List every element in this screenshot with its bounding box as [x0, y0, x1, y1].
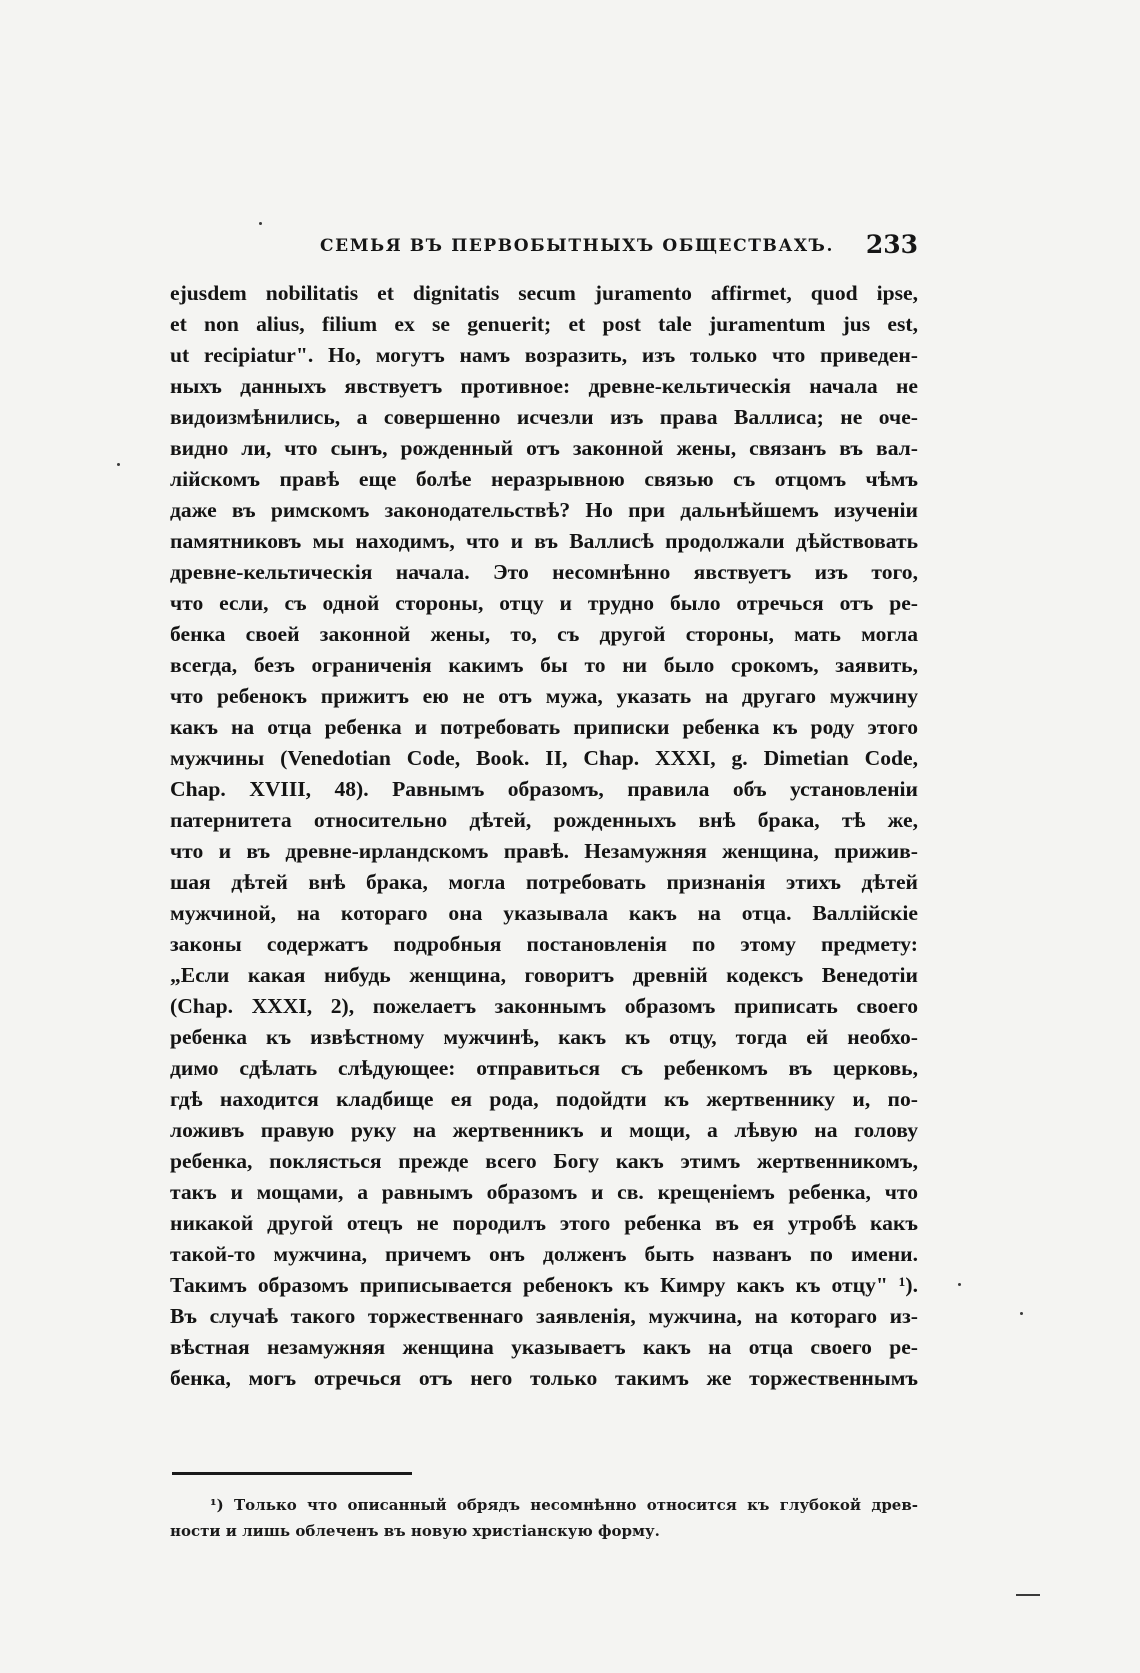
scan-speck	[259, 222, 262, 225]
text-line: такой-то мужчина, причемъ онъ долженъ быть названъ по имени.	[170, 1242, 918, 1266]
text-line: et non alius, filium ex se genuerit; et post tale juramentum jus est,	[170, 312, 918, 336]
text-line: „Если какая нибудь женщина, говоритъ древній кодексъ Венедотіи	[170, 963, 918, 987]
text-line: такъ и мощами, а равнымъ образомъ и св. крещеніемъ ребенка, что	[170, 1180, 918, 1204]
text-line: мужчиной, на котораго она указывала какъ на отца. Валлійскіе	[170, 901, 918, 925]
text-line: даже въ римскомъ законодательствѣ? Но при дальнѣйшемъ изученіи	[170, 498, 918, 522]
text-line: гдѣ находится кладбище ея рода, подойдти къ жертвеннику и, по-	[170, 1087, 918, 1111]
text-line: что и въ древне-ирландскомъ правѣ. Незамужняя женщина, прижив-	[170, 839, 918, 863]
text-line: что ребенокъ прижитъ ею не отъ мужа, указать на другаго мужчину	[170, 684, 918, 708]
text-line: древне-кельтическія начала. Это несомнѣнно явствуетъ изъ того,	[170, 560, 918, 584]
text-line: бенка своей законной жены, то, съ другой стороны, мать могла	[170, 622, 918, 646]
scan-speck	[117, 463, 120, 466]
text-line: лійскомъ правѣ еще болѣе неразрывною связью съ отцомъ чѣмъ	[170, 467, 918, 491]
text-line: ребенка, поклясться прежде всего Богу какъ этимъ жертвенникомъ,	[170, 1149, 918, 1173]
text-line: мужчины (Venedotian Code, Book. II, Chap. XXXI, g. Dimetian Code,	[170, 746, 918, 770]
text-line: ложивъ правую руку на жертвенникъ и мощи, а лѣвую на голову	[170, 1118, 918, 1142]
scan-speck	[1020, 1312, 1023, 1315]
text-line: ребенка къ извѣстному мужчинѣ, какъ къ отцу, тогда ей необхо-	[170, 1025, 918, 1049]
text-line: патернитета относительно дѣтей, рожденныхъ внѣ брака, тѣ же,	[170, 808, 918, 832]
text-line: димо сдѣлать слѣдующее: отправиться съ ребенкомъ въ церковь,	[170, 1056, 918, 1080]
page-number: 233	[865, 230, 918, 259]
page-header	[170, 232, 918, 272]
footnote	[170, 1492, 918, 1544]
text-line: какъ на отца ребенка и потребовать приписки ребенка къ роду этого	[170, 715, 918, 739]
text-line: (Chap. XXXI, 2), пожелаетъ законнымъ образомъ приписать своего	[170, 994, 918, 1018]
text-line: что если, съ одной стороны, отцу и трудно было отречься отъ ре-	[170, 591, 918, 615]
footnote-line: ¹) Только что описанный обрядъ несомнѣнно относится къ глубокой древ-	[210, 1496, 918, 1514]
body-text	[170, 278, 918, 1394]
running-title: СЕМЬЯ ВЪ ПЕРВОБЫТНЫХЪ ОБЩЕСТВАХЪ.	[320, 236, 835, 256]
text-line: видно ли, что сынъ, рожденный отъ законной жены, связанъ въ вал-	[170, 436, 918, 460]
text-line: вѣстная незамужняя женщина указываетъ какъ на отца своего ре-	[170, 1335, 918, 1359]
footnote-line: ности и лишь облеченъ въ новую христіанскую форму.	[170, 1522, 660, 1540]
scan-mark	[1016, 1594, 1040, 1596]
text-line: никакой другой отецъ не породилъ этого ребенка въ ея утробѣ какъ	[170, 1211, 918, 1235]
text-line: ejusdem nobilitatis et dignitatis secum juramento affirmet, quod ipse,	[170, 281, 918, 305]
text-line: ut recipiatur". Но, могутъ намъ возразить, изъ только что приведен-	[170, 343, 918, 367]
scan-speck	[958, 1283, 961, 1286]
footnote-rule	[172, 1472, 412, 1475]
text-line: Chap. XVIII, 48). Равнымъ образомъ, правила объ установленіи	[170, 777, 918, 801]
text-line: Въ случаѣ такого торжественнаго заявленія, мужчина, на котораго из-	[170, 1304, 918, 1328]
text-line: видоизмѣнились, а совершенно исчезли изъ права Валлиса; не оче-	[170, 405, 918, 429]
text-line: ныхъ данныхъ явствуетъ противное: древне-кельтическія начала не	[170, 374, 918, 398]
text-line: бенка, могъ отречься отъ него только такимъ же торжественнымъ	[170, 1366, 918, 1390]
text-line: шая дѣтей внѣ брака, могла потребовать признанія этихъ дѣтей	[170, 870, 918, 894]
text-line: всегда, безъ ограниченія какимъ бы то ни было срокомъ, заявить,	[170, 653, 918, 677]
text-line: памятниковъ мы находимъ, что и въ Валлисѣ продолжали дѣйствовать	[170, 529, 918, 553]
text-line: законы содержатъ подробныя постановленія по этому предмету:	[170, 932, 918, 956]
text-line: Такимъ образомъ приписывается ребенокъ къ Кимру какъ къ отцу" ¹).	[170, 1273, 918, 1297]
